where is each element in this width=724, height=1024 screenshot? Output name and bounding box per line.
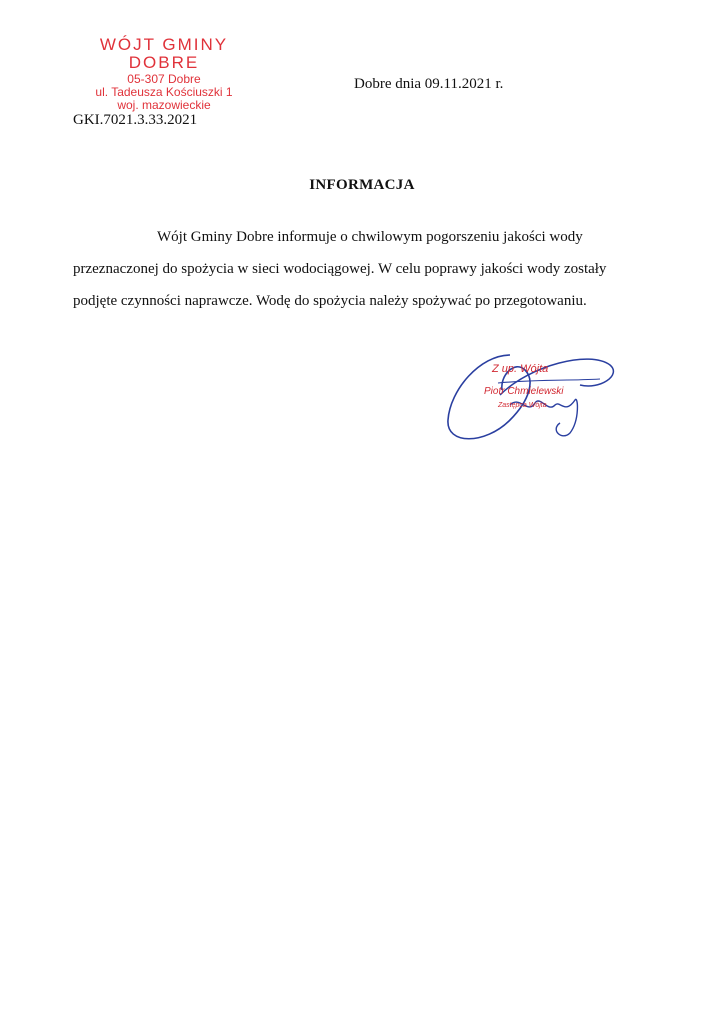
stamp-line-5: woj. mazowieckie xyxy=(117,98,211,112)
body-line-2: przeznaczonej do spożycia w sieci wodociągowej. W celu poprawy jakości wody zostały xyxy=(73,261,607,277)
stamp-line-4: ul. Tadeusza Kościuszki 1 xyxy=(95,85,233,99)
body-line-3: podjęte czynności naprawcze. Wodę do spożycia należy spożywać po przegotowaniu. xyxy=(73,293,587,309)
signature-stamp-line-3: Zastępca Wójta xyxy=(498,402,547,409)
signature-block xyxy=(440,345,620,450)
signature-stamp-line-1: Z up. Wójta xyxy=(492,363,549,375)
signature-stamp-line-2: Piotr Chmielewski xyxy=(484,386,564,397)
document-body xyxy=(73,221,633,317)
handwritten-signature xyxy=(440,345,620,450)
stamp-line-3: 05-307 Dobre xyxy=(127,72,201,86)
document-date: Dobre dnia 09.11.2021 r. xyxy=(354,76,504,92)
stamp-line-1: WÓJT GMINY xyxy=(99,35,229,54)
body-line-1: Wójt Gminy Dobre informuje o chwilowym pogorszeniu jakości wody xyxy=(157,229,583,245)
office-stamp xyxy=(84,36,244,112)
reference-number: GKI.7021.3.33.2021 xyxy=(73,112,198,128)
document-title: INFORMACJA xyxy=(309,177,415,193)
stamp-line-2: DOBRE xyxy=(128,53,200,72)
